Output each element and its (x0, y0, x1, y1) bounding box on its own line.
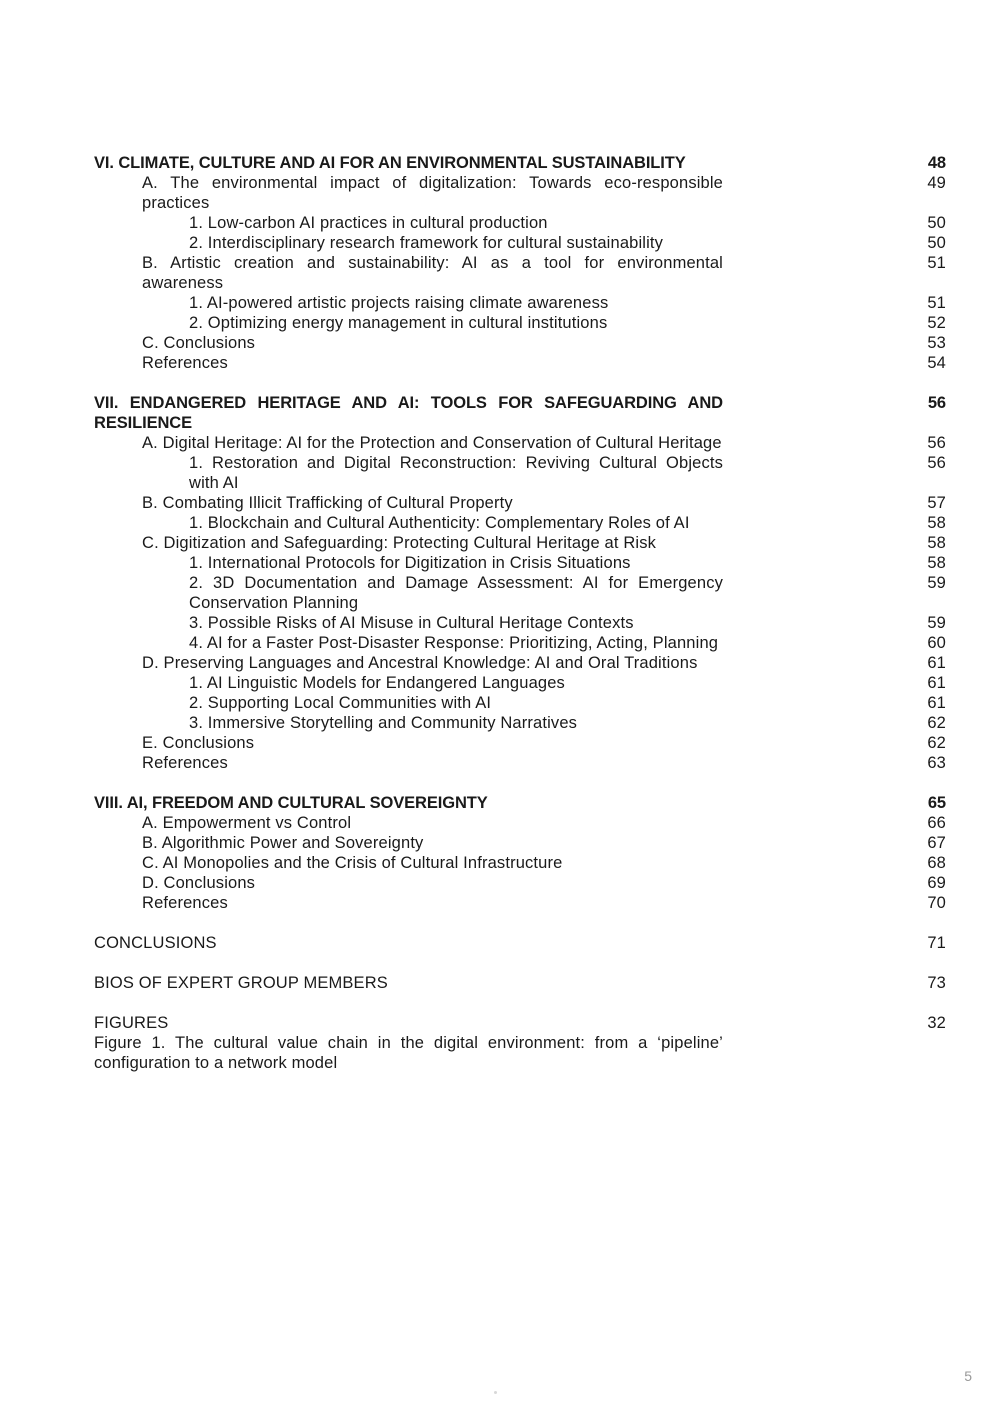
toc-entry-page: 62 (927, 714, 946, 732)
toc-entry-page: 50 (927, 214, 946, 232)
toc-entry-title: FIGURES (94, 1014, 169, 1032)
toc-entry-page: 61 (927, 694, 946, 712)
toc-entry-title: 1. Low-carbon AI practices in cultural production (189, 214, 548, 232)
toc-entry-page: 56 (927, 434, 946, 452)
toc-entry-page: 59 (927, 614, 946, 632)
toc-entry-page: 59 (927, 574, 946, 592)
table-of-contents (94, 153, 946, 1093)
toc-entry-title: E. Conclusions (142, 734, 255, 752)
toc-entry-bios[interactable] (94, 973, 946, 993)
toc-subsection-entry[interactable] (94, 433, 946, 453)
toc-entry-page: 61 (927, 674, 946, 692)
toc-chapter-heading[interactable] (94, 393, 946, 433)
toc-entry-page: 52 (927, 314, 946, 332)
toc-entry-page: 58 (927, 514, 946, 532)
toc-subsubsection-entry[interactable] (94, 233, 946, 253)
toc-entry-title: 1. AI Linguistic Models for Endangered Languages (189, 674, 565, 692)
toc-subsection-entry[interactable] (94, 253, 946, 293)
toc-entry-page: 73 (927, 974, 946, 992)
toc-entry-page: 71 (927, 934, 946, 952)
toc-entry-title: 2. Supporting Local Communities with AI (189, 694, 492, 712)
toc-subsection-entry[interactable] (94, 893, 946, 913)
toc-entry-title: 1. International Protocols for Digitization in Crisis Situations (189, 554, 631, 572)
toc-entry-title: B. Combating Illicit Trafficking of Cultural Property (142, 494, 513, 512)
toc-subsection-entry[interactable] (94, 813, 946, 833)
toc-entry-page: 60 (927, 634, 946, 652)
toc-entry-title: BIOS OF EXPERT GROUP MEMBERS (94, 974, 388, 992)
toc-entry-page: 70 (927, 894, 946, 912)
toc-subsection-entry[interactable] (94, 733, 946, 753)
toc-entry-page: 63 (927, 754, 946, 772)
toc-chapter-heading[interactable] (94, 153, 946, 173)
toc-subsection-entry[interactable] (94, 753, 946, 773)
toc-subsection-entry[interactable] (94, 333, 946, 353)
toc-subsubsection-entry[interactable] (94, 613, 946, 633)
toc-entry-title: 2. Optimizing energy management in cultural institutions (189, 314, 608, 332)
toc-chapter-page: 65 (927, 794, 946, 812)
toc-entry-title: References (142, 754, 228, 772)
toc-entry-title: 2. 3D Documentation and Damage Assessment: AI for Emergency Conservation Planning (189, 574, 723, 612)
toc-entry-page: 69 (927, 874, 946, 892)
toc-chapter-heading[interactable] (94, 793, 946, 813)
toc-entry-page: 66 (927, 814, 946, 832)
toc-entry-title: 4. AI for a Faster Post-Disaster Response: Prioritizing, Acting, Planning (189, 634, 719, 652)
toc-subsubsection-entry[interactable] (94, 553, 946, 573)
toc-subsection-entry[interactable] (94, 353, 946, 373)
toc-chapter-title: VIII. AI, FREEDOM AND CULTURAL SOVEREIGNTY (94, 794, 488, 812)
toc-entry-title: 1. Restoration and Digital Reconstruction: Reviving Cultural Objects with AI (189, 454, 723, 492)
page-number: 5 (964, 1368, 972, 1384)
toc-subsubsection-entry[interactable] (94, 633, 946, 653)
toc-subsection-entry[interactable] (94, 653, 946, 673)
toc-section-conclusions (94, 933, 946, 953)
toc-entry-title: A. Digital Heritage: AI for the Protection and Conservation of Cultural Heritage (142, 434, 722, 452)
toc-subsubsection-entry[interactable] (94, 213, 946, 233)
toc-entry-page: 58 (927, 534, 946, 552)
toc-entry-title: 1. Blockchain and Cultural Authenticity: Complementary Roles of AI (189, 514, 690, 532)
toc-section-figures (94, 1013, 946, 1073)
toc-entry-title: 1. AI-powered artistic projects raising climate awareness (189, 294, 609, 312)
toc-entry-title: 2. Interdisciplinary research framework for cultural sustainability (189, 234, 664, 252)
toc-entry-title: D. Conclusions (142, 874, 256, 892)
toc-entry-title: A. The environmental impact of digitalization: Towards eco-responsible practices (142, 174, 723, 212)
toc-chapter-title: VII. ENDANGERED HERITAGE AND AI: TOOLS FOR SAFEGUARDING AND RESILIENCE (94, 394, 723, 432)
toc-entry-title: A. Empowerment vs Control (142, 814, 352, 832)
toc-entry-title: C. AI Monopolies and the Crisis of Cultural Infrastructure (142, 854, 563, 872)
toc-subsection-entry[interactable] (94, 173, 946, 213)
toc-entry-conclusions[interactable] (94, 933, 946, 953)
toc-entry-title: 3. Possible Risks of AI Misuse in Cultural Heritage Contexts (189, 614, 634, 632)
toc-entry-page: 49 (927, 174, 946, 192)
toc-entry-title: 3. Immersive Storytelling and Community Narratives (189, 714, 578, 732)
toc-subsection-entry[interactable] (94, 533, 946, 553)
toc-entry-title: D. Preserving Languages and Ancestral Knowledge: AI and Oral Traditions (142, 654, 698, 672)
toc-subsubsection-entry[interactable] (94, 513, 946, 533)
toc-entry-page: 57 (927, 494, 946, 512)
figure-caption[interactable]: Figure 1. The cultural value chain in the digital environment: from a ‘pipeline’ configuration to a network model (94, 1034, 723, 1072)
toc-entry-page: 68 (927, 854, 946, 872)
toc-subsubsection-entry[interactable] (94, 573, 946, 613)
toc-entry-page: 51 (927, 254, 946, 272)
toc-subsubsection-entry[interactable] (94, 713, 946, 733)
toc-entry-page: 50 (927, 234, 946, 252)
toc-subsubsection-entry[interactable] (94, 453, 946, 493)
toc-section (94, 393, 946, 773)
toc-subsection-entry[interactable] (94, 833, 946, 853)
toc-entry-title: CONCLUSIONS (94, 934, 217, 952)
toc-entry-page: 62 (927, 734, 946, 752)
toc-entry-title: C. Conclusions (142, 334, 256, 352)
toc-entry-title: References (142, 354, 228, 372)
toc-subsection-entry[interactable] (94, 853, 946, 873)
toc-entry-page: 54 (927, 354, 946, 372)
toc-entry-figures[interactable] (94, 1013, 946, 1033)
toc-subsubsection-entry[interactable] (94, 293, 946, 313)
toc-subsection-entry[interactable] (94, 873, 946, 893)
toc-entry-page: 51 (927, 294, 946, 312)
toc-entry-title: B. Artistic creation and sustainability: AI as a tool for environmental awareness (142, 254, 723, 292)
toc-entry-title: B. Algorithmic Power and Sovereignty (142, 834, 424, 852)
toc-entry-page: 53 (927, 334, 946, 352)
toc-subsubsection-entry[interactable] (94, 313, 946, 333)
toc-entry-page: 32 (927, 1014, 946, 1032)
decorative-dot (494, 1391, 497, 1394)
toc-section (94, 793, 946, 913)
toc-entry-title: References (142, 894, 228, 912)
toc-entry-page: 56 (927, 454, 946, 472)
toc-chapter-page: 56 (927, 394, 946, 412)
toc-subsubsection-entry[interactable] (94, 673, 946, 693)
toc-section-bios (94, 973, 946, 993)
toc-chapter-title: VI. CLIMATE, CULTURE AND AI FOR AN ENVIRONMENTAL SUSTAINABILITY (94, 154, 686, 172)
toc-subsubsection-entry[interactable] (94, 693, 946, 713)
toc-chapter-page: 48 (927, 154, 946, 172)
toc-entry-title: C. Digitization and Safeguarding: Protecting Cultural Heritage at Risk (142, 534, 657, 552)
toc-section (94, 153, 946, 373)
toc-sections (94, 153, 946, 913)
toc-subsection-entry[interactable] (94, 493, 946, 513)
toc-entry-page: 58 (927, 554, 946, 572)
toc-entry-page: 67 (927, 834, 946, 852)
toc-entry-page: 61 (927, 654, 946, 672)
